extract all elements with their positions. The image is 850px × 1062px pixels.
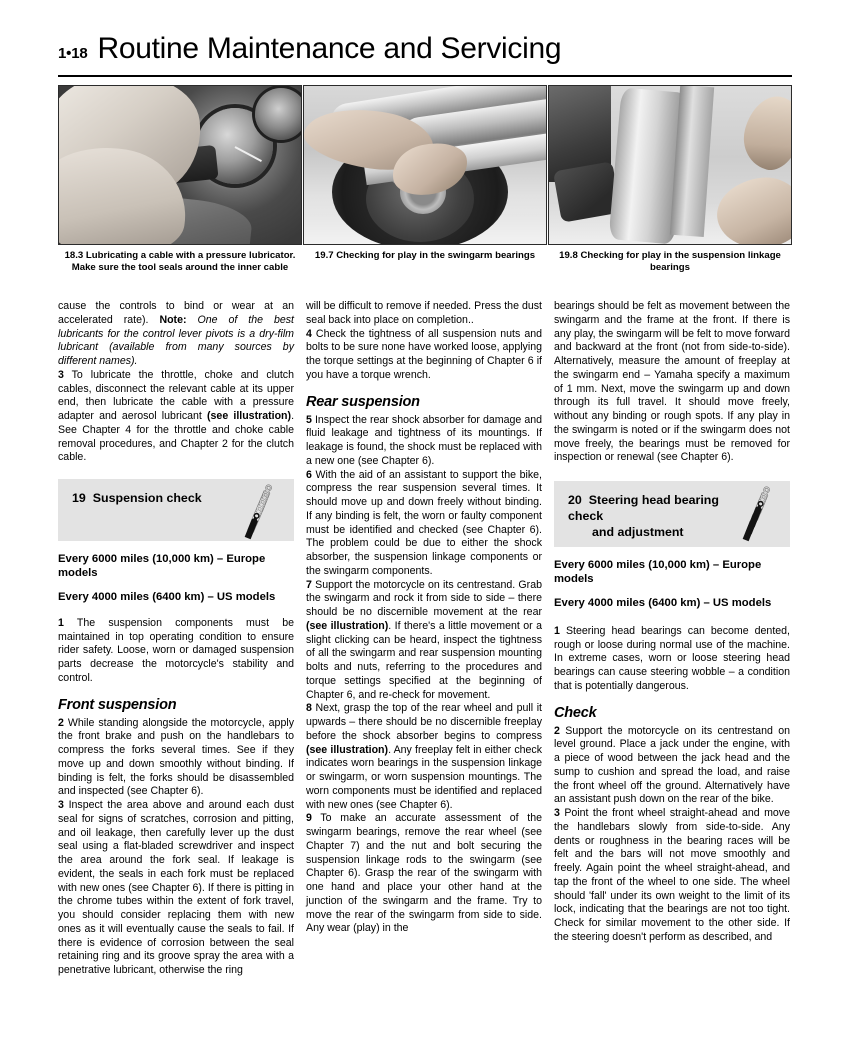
section-title [568, 492, 738, 540]
section-title [72, 490, 242, 506]
paragraph-3 [554, 807, 790, 945]
section-number: 20 [568, 493, 582, 507]
figure-19-7 [303, 85, 547, 275]
subheading-rear-suspension: Rear suspension [306, 393, 420, 410]
paragraph-number: 1 [554, 624, 560, 637]
spanner-icon-filled [243, 510, 263, 541]
paragraph-text-tail: . See Chapter 4 for the throttle and choke cable removal procedures, and Chapter 2 for the clutch cable. [58, 410, 295, 464]
paragraph-text: Support the motorcycle on its centrestand. Grab the swingarm and rock it from side to side – there should be no discernible movement at the rear [306, 578, 542, 618]
section-number: 19 [72, 491, 86, 505]
service-interval-europe: Every 6000 miles (10,000 km) – Europe models [58, 553, 266, 579]
service-interval-us: Every 4000 miles (6400 km) – US models [58, 591, 276, 604]
header-rule [58, 75, 792, 77]
section-header-19 [58, 479, 294, 541]
section-name-line1: Steering head bearing check [568, 493, 719, 523]
paragraph-text: Check the tightness of all suspension nuts and bolts to be sure none have worked loose, applying the torque settings at the beginning of Chapter 6 if you have a torque wrench. [306, 327, 542, 381]
photo-swingarm-play [303, 85, 547, 245]
paragraph-text: To make an accurate assessment of the swingarm bearings, remove the rear wheel (see Chapter 7) and the nut and bolt securing the suspension linkage rods to the swingarm (see Chapter 6). Grasp the rear of the swingarm with one hand and place your other hand at the junction of the swingarm and the frame. Try to move the rear of the swingarm from side to side. Any wear (play) in the [306, 812, 542, 935]
section-name: Suspension check [92, 491, 202, 505]
note-text: One of the best lubricants for the control lever pivots is a dry-film lubricant (available from many sources by different names). [58, 313, 294, 367]
paragraph-number: 3 [58, 368, 64, 381]
paragraph-number: 5 [306, 413, 312, 426]
column-right [554, 300, 790, 978]
paragraph-text: With the aid of an assistant to support the bike, compress the rear suspension several times. It should move up and down freely without binding. If any binding is felt, the worn or faulty component must be identified and checked (see Chapter 6). The problem could be due to either the shock absorber, the suspension linkage components or the swingarm components. [306, 468, 542, 577]
paragraph-number: 2 [554, 724, 560, 737]
paragraph-continuation [58, 300, 294, 369]
paragraph-1 [58, 617, 294, 686]
tachometer-dial [255, 88, 302, 140]
paragraph-text: Inspect the rear shock absorber for damage and fluid leakage and tightness of its mountings. If leakage is found, the shock must be replaced with a new one (see Chapter 6). [306, 413, 542, 467]
spanner-rating-3 [740, 485, 784, 543]
paragraph-6 [306, 469, 542, 579]
figure-caption: 19.7 Checking for play in the swingarm bearings [314, 250, 536, 261]
figure-caption: 19.8 Checking for play in the suspension linkage bearings [559, 250, 781, 274]
paragraph-7 [306, 579, 542, 703]
paragraph-2 [58, 717, 294, 800]
paragraph-text: To lubricate the throttle, choke and clutch cables, disconnect the relevant cable at its upper end, then lubricate the cable with a pressure adapter and aerosol lubricant [58, 368, 294, 422]
paragraph-number: 6 [306, 468, 312, 481]
paragraph-number: 3 [554, 807, 560, 820]
paragraph-3b [58, 799, 294, 978]
paragraph-4 [306, 328, 542, 383]
paragraph-text: The suspension components must be maintained in top operating condition to ensure rider safety. Loose, worn or damaged suspension parts decrease the motorcycle's stability and control. [58, 616, 294, 684]
figure-row [58, 85, 792, 275]
see-illustration-ref: (see illustration) [207, 410, 292, 422]
paragraph-text: Support the motorcycle on its centrestand on level ground. Place a jack under the engine, with a piece of wood between the jack head and the sump to cushion and spread the load, and raise the front wheel off the ground. Alternatively have an assistant push down on the rear of the bike. [554, 724, 790, 806]
column-middle [306, 300, 542, 978]
paragraph-text: Point the front wheel straight-ahead and move the handlebars slowly from side-to-side. Any dents or roughness in the bearing races will be felt and the bars will not move smoothly and freely. Again point the wheel straight-ahead, and tap the front of the wheel to one side. The wheel should 'fall' under its own weight to the limit of its lock, indicating that the bearings are not too tight. Check for similar movement to the other side. If the steering doesn't perform as described, and [554, 807, 790, 943]
service-interval-us: Every 4000 miles (6400 km) – US models [554, 597, 772, 610]
section-header-20 [554, 481, 790, 547]
paragraph-number: 9 [306, 812, 312, 825]
service-interval-europe: Every 6000 miles (10,000 km) – Europe models [554, 559, 762, 585]
section-name-line2: and adjustment [592, 525, 684, 539]
paragraph-2 [554, 725, 790, 808]
see-illustration-ref: (see illustration) [306, 619, 389, 632]
paragraph-3 [58, 369, 294, 465]
paragraph-continuation: bearings should be felt as movement between the swingarm and the frame at the front. If there is any play, the swingarm will be felt to move forward and backward at the front (not from side-to-side). Alternatively, measure the amount of freeplay at the swingarm end – Yamaha specify a maximum of 1 mm. Next, move the swingarm up and down through its full travel. It should move freely, without any binding or rough spots. If any play in the swingarm is noted or if the swingarm does not move freely, the bearings must be removed for inspection or renewal (see Chapter 6). [554, 300, 790, 464]
subheading-check: Check [554, 704, 597, 721]
paragraph-9 [306, 812, 542, 936]
page-folio: 1•18 [58, 45, 88, 62]
paragraph-8 [306, 702, 542, 812]
paragraph-5 [306, 414, 542, 469]
paragraph-number: 7 [306, 578, 312, 591]
paragraph-text: While standing alongside the motorcycle, apply the front brake and push on the handlebars to compress the forks several times. See if they move up and down smoothly without binding. If binding is felt, the forks should be disassembled and inspected (see Chapter 6). [58, 716, 294, 798]
paragraph-text: Steering head bearings can become dented, rough or loose during normal use of the machine. In extreme cases, worn or loose steering head bearings can cause steering wobble – a condition that is potentially dangerous. [554, 624, 790, 692]
page-title: Routine Maintenance and Servicing [97, 32, 562, 65]
see-illustration-ref: (see illustration) [306, 743, 389, 756]
text-columns [58, 300, 792, 978]
figure-caption: 18.3 Lubricating a cable with a pressure lubricator. Make sure the tool seals around the inner cable [64, 250, 296, 274]
page-header [58, 32, 792, 76]
paragraph-text: cause the controls to bind or wear at an accelerated rate). [58, 300, 294, 326]
subheading-front-suspension: Front suspension [58, 696, 177, 713]
figure-19-8 [548, 85, 792, 275]
paragraph-number: 3 [58, 799, 64, 812]
column-left [58, 300, 294, 978]
paragraph-text-tail: . Any freeplay felt in either check indicates worn bearings in the suspension linkage or swingarm, or worn suspension mountings. The worn components must be identified and replaced with new ones (see Chapter 6). [306, 743, 542, 811]
note-label: Note: [159, 313, 187, 326]
photo-cable-lubricator [58, 85, 302, 245]
figure-18-3 [58, 85, 302, 275]
paragraph-number: 8 [306, 702, 312, 715]
paragraph-1 [554, 625, 790, 694]
spanner-icon-filled [741, 512, 761, 543]
paragraph-text: Next, grasp the top of the rear wheel and pull it upwards – there should be no discernible freeplay before the shock absorber begins to compress [306, 702, 542, 742]
paragraph-continuation: will be difficult to remove if needed. Press the dust seal back into place on completion.. [306, 300, 542, 326]
paragraph-text: Inspect the area above and around each dust seal for signs of scratches, corrosion and pitting, and oil leakage, then carefully lever up the dust seal using a flat-bladed screwdriver and inspect the area around the fork seal. If leakage is evident, the seals in each fork must be replaced with new ones (see Chapter 6). If there is pitting in the chrome tubes within the extent of fork travel, you should consider replacing them with new ones as it will eventually cause the seals to fail. If there is evidence of corrosion between the seal retaining ring and its groove spray the area with a penetrative lubricant, otherwise the ring [58, 799, 294, 977]
paragraph-text-tail: . If there's a little movement or a slight clicking can be heard, inspect the tightness of all the swingarm and rear suspension mounting bolts and nuts, referring to the procedures and torque settings specified at the beginning of Chapter 6, and re-check for movement. [306, 619, 542, 701]
paragraph-number: 1 [58, 616, 64, 629]
photo-linkage-play [548, 85, 792, 245]
spanner-rating-1 [244, 483, 288, 541]
paragraph-number: 2 [58, 716, 64, 729]
paragraph-number: 4 [306, 327, 312, 340]
